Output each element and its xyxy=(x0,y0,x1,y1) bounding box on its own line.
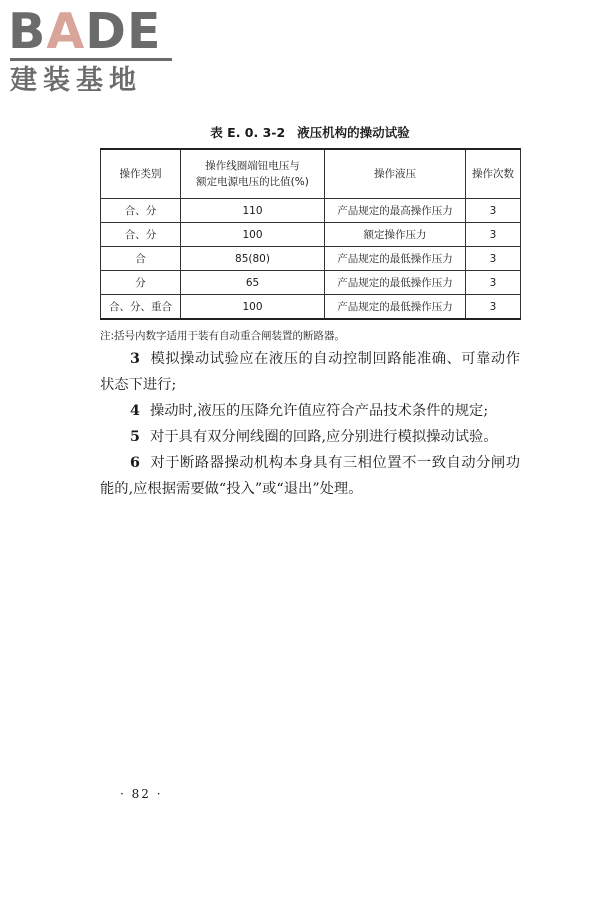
page-number: · 82 · xyxy=(120,787,163,801)
header-voltage-ratio: 操作线圈端钮电压与 额定电源电压的比值(%) xyxy=(181,149,325,199)
cell-count: 3 xyxy=(466,223,521,247)
paragraph-number: 6 xyxy=(130,455,140,471)
cell-pressure: 产品规定的最高操作压力 xyxy=(325,199,466,223)
cell-count: 3 xyxy=(466,271,521,295)
cell-ratio: 100 xyxy=(181,223,325,247)
logo-subtitle: 建装基地 xyxy=(10,65,142,96)
cell-ratio: 100 xyxy=(181,295,325,320)
table-row xyxy=(101,247,521,271)
header-operation-count: 操作次数 xyxy=(466,149,521,199)
cell-ratio: 65 xyxy=(181,271,325,295)
cell-category: 合、分、重合 xyxy=(101,295,181,320)
cell-count: 3 xyxy=(466,247,521,271)
paragraph-text: 对于具有双分闸线圈的回路,应分别进行模拟操动试验。 xyxy=(149,429,498,445)
paragraph xyxy=(100,398,520,424)
table-header-row xyxy=(101,149,521,199)
cell-pressure: 产品规定的最低操作压力 xyxy=(325,247,466,271)
table-number: 表 E. 0. 3-2 xyxy=(210,125,286,140)
cell-category: 合、分 xyxy=(101,223,181,247)
cell-count: 3 xyxy=(466,199,521,223)
table-row xyxy=(101,295,521,320)
table-caption: 液压机构的操动试验 xyxy=(297,125,410,140)
cell-pressure: 额定操作压力 xyxy=(325,223,466,247)
bade-logo xyxy=(8,3,178,98)
cell-category: 合、分 xyxy=(101,199,181,223)
paragraph-number: 4 xyxy=(130,403,140,419)
cell-pressure: 产品规定的最低操作压力 xyxy=(325,271,466,295)
paragraph-text: 操动时,液压的压降允许值应符合产品技术条件的规定; xyxy=(149,403,489,419)
paragraph xyxy=(100,424,520,450)
table-row xyxy=(101,271,521,295)
paragraph-number: 5 xyxy=(130,429,140,445)
table-row xyxy=(101,199,521,223)
paragraph xyxy=(100,450,520,502)
hydraulic-operation-test-table xyxy=(100,148,521,320)
cell-pressure: 产品规定的最低操作压力 xyxy=(325,295,466,320)
table-note: 注:括号内数字适用于装有自动重合闸装置的断路器。 xyxy=(100,330,346,342)
table-title xyxy=(100,123,520,141)
cell-ratio: 85(80) xyxy=(181,247,325,271)
cell-ratio: 110 xyxy=(181,199,325,223)
paragraph-number: 3 xyxy=(130,351,140,367)
body-text xyxy=(100,346,520,502)
cell-count: 3 xyxy=(466,295,521,320)
paragraph-text: 模拟操动试验应在液压的自动控制回路能准确、可靠动作状态下进行; xyxy=(100,351,520,393)
logo-wordmark: BADE xyxy=(8,3,162,60)
table-row xyxy=(101,223,521,247)
paragraph xyxy=(100,346,520,398)
header-operation-type: 操作类别 xyxy=(101,149,181,199)
paragraph-text: 对于断路器操动机构本身具有三相位置不一致自动分闸功能的,应根据需要做“投入”或“退出”处理。 xyxy=(100,455,520,497)
header-operating-pressure: 操作液压 xyxy=(325,149,466,199)
cell-category: 合 xyxy=(101,247,181,271)
cell-category: 分 xyxy=(101,271,181,295)
